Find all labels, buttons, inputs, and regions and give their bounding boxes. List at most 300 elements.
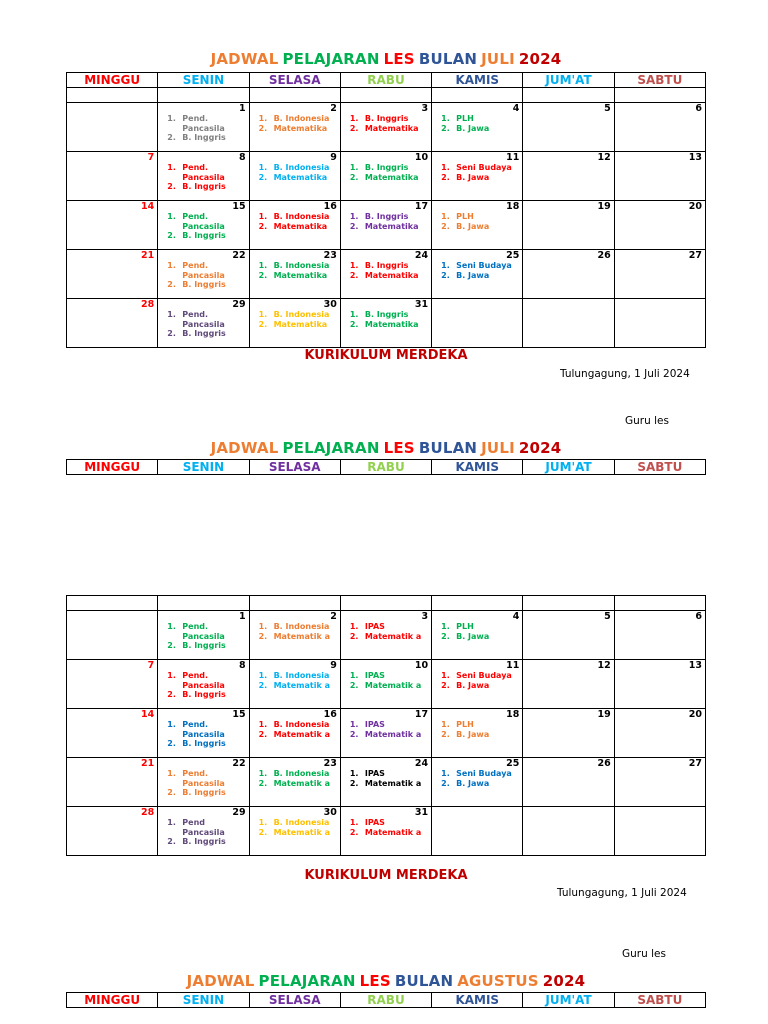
day-cell <box>340 758 431 807</box>
subject-item: 1. Pend. Pancasila <box>167 720 225 739</box>
day-number: 15 <box>232 709 246 720</box>
day-cell <box>67 201 158 250</box>
subject-item: 2. B. Inggris <box>167 231 226 241</box>
day-cell <box>340 709 431 758</box>
day-cell <box>249 611 340 660</box>
day-number: 4 <box>512 611 520 622</box>
day-header: RABU <box>340 460 431 475</box>
day-number: 14 <box>141 709 155 720</box>
day-number: 26 <box>597 758 611 769</box>
day-number: 19 <box>597 201 611 212</box>
day-cell <box>67 103 158 152</box>
subject-item: 2. B. Jawa <box>441 729 490 739</box>
subject-item: 2. Matematik a <box>258 729 330 739</box>
title-word: JADWAL <box>210 50 279 68</box>
day-number: 23 <box>323 758 337 769</box>
day-header: JUM'AT <box>523 993 614 1008</box>
day-cell <box>249 250 340 299</box>
day-number <box>432 299 522 310</box>
subject-list <box>341 671 431 690</box>
subject-list <box>341 212 431 231</box>
subject-item: 1. Pend. Pancasila <box>167 622 225 641</box>
day-header: SELASA <box>249 73 340 88</box>
subject-item: 2. B. Inggris <box>167 739 226 749</box>
day-number: 28 <box>141 807 155 818</box>
day-cell <box>249 201 340 250</box>
subject-list <box>158 818 248 847</box>
subject-item: 1. B. Inggris <box>349 163 409 172</box>
day-number: 15 <box>232 201 246 212</box>
day-cell <box>158 807 249 856</box>
day-cell <box>67 611 158 660</box>
subject-item: 2. B. Jawa <box>441 631 490 641</box>
day-number: 5 <box>604 611 611 622</box>
day-number: 2 <box>330 611 337 622</box>
subject-item: 2. B. Jawa <box>441 221 490 231</box>
day-number: 7 <box>147 152 155 163</box>
subject-list <box>432 769 522 788</box>
day-cell <box>523 201 614 250</box>
day-number: 2 <box>330 103 337 114</box>
day-header: MINGGU <box>67 993 158 1008</box>
subject-item: 2. Matematik a <box>258 680 330 690</box>
subject-item: 2. B. Jawa <box>441 172 490 182</box>
day-number <box>523 299 613 310</box>
schedule-table-juli-1 <box>66 72 706 348</box>
day-number: 21 <box>141 250 155 261</box>
subject-item: 2. Matematika <box>349 319 419 329</box>
day-cell <box>158 250 249 299</box>
day-number: 12 <box>597 152 611 163</box>
day-cell <box>523 660 614 709</box>
day-cell <box>249 758 340 807</box>
day-cell <box>249 807 340 856</box>
day-cell <box>523 758 614 807</box>
week-row <box>67 201 706 250</box>
day-header: SABTU <box>614 993 705 1008</box>
day-number: 24 <box>414 758 429 769</box>
subject-item: 1. PLH <box>441 622 474 631</box>
day-cell <box>249 660 340 709</box>
day-number: 26 <box>597 250 611 261</box>
subject-list <box>341 261 431 280</box>
day-number: 20 <box>688 709 702 720</box>
subject-item: 2. Matematika <box>258 172 328 182</box>
day-number: 5 <box>604 103 611 114</box>
day-header: KAMIS <box>432 460 523 475</box>
empty-cell <box>158 88 249 103</box>
subject-list <box>158 114 248 143</box>
day-number: 9 <box>330 152 337 163</box>
day-number: 22 <box>232 758 246 769</box>
subject-item: 2. Matematik a <box>349 631 422 641</box>
subject-item: 1. B. Indonesia <box>258 261 330 270</box>
schedule-header-agustus <box>66 992 706 1008</box>
week-row <box>67 611 706 660</box>
day-cell <box>614 758 705 807</box>
subject-list <box>432 212 522 231</box>
title-word: JULI <box>481 439 515 457</box>
subject-item: 2. Matematik a <box>258 827 330 837</box>
day-header: KAMIS <box>432 73 523 88</box>
subject-item: 1. B. Indonesia <box>258 114 330 123</box>
day-cell <box>249 709 340 758</box>
subject-item: 1. IPAS <box>349 769 385 778</box>
subject-item: 1. Pend. Pancasila <box>167 163 225 182</box>
day-number: 13 <box>688 660 702 671</box>
day-cell <box>158 709 249 758</box>
subject-item: 2. Matematik a <box>349 778 422 788</box>
day-number: 30 <box>323 299 337 310</box>
subject-item: 1. Seni Budaya <box>441 769 512 778</box>
day-number: 19 <box>597 709 611 720</box>
subject-item: 2. B. Jawa <box>441 270 490 280</box>
subject-item: 1. Pend. Pancasila <box>167 212 225 231</box>
week-row <box>67 709 706 758</box>
subject-list <box>250 622 340 641</box>
day-cell <box>614 709 705 758</box>
week-row <box>67 152 706 201</box>
day-number: 4 <box>512 103 520 114</box>
day-cell <box>432 250 523 299</box>
day-cell <box>340 152 431 201</box>
subject-item: 1. IPAS <box>349 818 385 827</box>
week-row <box>67 807 706 856</box>
day-cell <box>432 709 523 758</box>
subject-item: 1. Pend. Pancasila <box>167 261 225 280</box>
day-cell <box>432 152 523 201</box>
day-number: 16 <box>323 201 337 212</box>
title-word: JADWAL <box>186 972 255 990</box>
day-cell <box>249 152 340 201</box>
day-number: 10 <box>414 152 429 163</box>
subject-item: 2. B. Inggris <box>167 280 226 290</box>
title-word: BULAN <box>418 50 478 68</box>
subject-item: 1. Seni Budaya <box>441 261 512 270</box>
subject-list <box>432 622 522 641</box>
subject-item: 2. B. Jawa <box>441 123 490 133</box>
day-cell <box>340 611 431 660</box>
title-word: 2024 <box>542 972 586 990</box>
subject-item: 1. B. Indonesia <box>258 818 330 827</box>
subject-list <box>341 310 431 329</box>
day-header: SENIN <box>158 73 249 88</box>
day-cell <box>67 807 158 856</box>
day-cell <box>523 299 614 348</box>
subject-item: 1. B. Indonesia <box>258 163 330 172</box>
subject-item: 1. IPAS <box>349 622 385 631</box>
day-cell <box>523 709 614 758</box>
day-cell <box>614 299 705 348</box>
day-cell <box>432 660 523 709</box>
subject-list <box>341 622 431 641</box>
day-number: 10 <box>414 660 429 671</box>
day-cell <box>158 152 249 201</box>
week-row <box>67 299 706 348</box>
kurikulum-label: KURIKULUM MERDEKA <box>304 868 468 883</box>
kurikulum-label: KURIKULUM MERDEKA <box>304 348 468 363</box>
subject-list <box>158 622 248 651</box>
day-number: 17 <box>414 201 429 212</box>
empty-cell <box>432 88 523 103</box>
subject-item: 1. Pend. Pancasila <box>167 310 225 329</box>
day-number <box>67 611 157 622</box>
day-cell <box>340 807 431 856</box>
subject-item: 2. Matematika <box>258 221 328 231</box>
subject-list <box>158 720 248 749</box>
subject-item: 1. B. Inggris <box>349 212 409 221</box>
day-number: 1 <box>238 103 246 114</box>
day-number: 25 <box>506 250 520 261</box>
day-cell <box>158 103 249 152</box>
day-cell <box>523 611 614 660</box>
title-word: PELAJARAN <box>258 972 356 990</box>
day-header: SELASA <box>249 993 340 1008</box>
week-row <box>67 103 706 152</box>
empty-cell <box>67 88 158 103</box>
subject-item: 1. B. Inggris <box>349 114 409 123</box>
day-header: SENIN <box>158 993 249 1008</box>
title-word: JADWAL <box>210 439 279 457</box>
empty-cell <box>523 596 614 611</box>
day-cell <box>432 103 523 152</box>
page-title-juli-2 <box>66 439 706 457</box>
day-number: 9 <box>330 660 337 671</box>
day-number: 27 <box>688 758 702 769</box>
subject-list <box>158 769 248 798</box>
place-date: Tulungagung, 1 Juli 2024 <box>560 368 690 380</box>
schedule-table-juli-2 <box>66 595 706 856</box>
subject-item: 2. B. Inggris <box>167 182 226 192</box>
subject-list <box>250 114 340 133</box>
empty-cell <box>614 88 705 103</box>
day-number: 25 <box>506 758 520 769</box>
subject-list <box>432 671 522 690</box>
subject-item: 2. Matematika <box>349 221 419 231</box>
day-cell <box>158 611 249 660</box>
day-header: MINGGU <box>67 460 158 475</box>
subject-item: 1. Pend. Pancasila <box>167 671 225 690</box>
subject-item: 2. Matematika <box>349 123 419 133</box>
place-date: Tulungagung, 1 Juli 2024 <box>557 887 687 899</box>
day-number: 14 <box>141 201 155 212</box>
day-cell <box>158 201 249 250</box>
subject-list <box>341 769 431 788</box>
day-number: 23 <box>323 250 337 261</box>
day-number: 21 <box>141 758 155 769</box>
subject-item: 1. B. Indonesia <box>258 310 330 319</box>
empty-cell <box>67 596 158 611</box>
day-number: 29 <box>232 807 246 818</box>
subject-item: 2. Matematik a <box>349 827 422 837</box>
subject-item: 1. PLH <box>441 114 474 123</box>
subject-item: 2. Matematika <box>258 319 328 329</box>
subject-list <box>432 720 522 739</box>
subject-item: 1. IPAS <box>349 671 385 680</box>
day-number: 17 <box>414 709 429 720</box>
subject-list <box>432 114 522 133</box>
subject-item: 2. B. Inggris <box>167 837 226 847</box>
subject-item: 2. Matematika <box>258 270 328 280</box>
subject-list <box>158 163 248 192</box>
day-number: 3 <box>421 103 429 114</box>
day-cell <box>158 299 249 348</box>
day-cell <box>340 201 431 250</box>
title-word: LES <box>383 50 415 68</box>
subject-item: 1. Pend. Pancasila <box>167 114 225 133</box>
day-number <box>615 299 705 310</box>
subject-list <box>158 310 248 339</box>
day-cell <box>432 201 523 250</box>
day-number: 29 <box>232 299 246 310</box>
day-number <box>67 103 157 114</box>
subject-item: 1. B. Indonesia <box>258 622 330 631</box>
day-number: 24 <box>414 250 429 261</box>
day-cell <box>67 250 158 299</box>
subject-item: 1. B. Indonesia <box>258 671 330 680</box>
empty-cell <box>523 88 614 103</box>
day-number: 27 <box>688 250 702 261</box>
day-cell <box>523 103 614 152</box>
day-cell <box>67 299 158 348</box>
subject-item: 2. Matematika <box>349 270 419 280</box>
empty-cell <box>614 596 705 611</box>
subject-list <box>250 769 340 788</box>
day-header: SENIN <box>158 460 249 475</box>
day-number: 28 <box>141 299 155 310</box>
subject-item: 1. Pend Pancasila <box>167 818 225 837</box>
empty-cell <box>158 596 249 611</box>
day-cell <box>340 660 431 709</box>
subject-item: 2. Matematik a <box>258 778 330 788</box>
day-number: 18 <box>506 709 520 720</box>
subject-list <box>432 163 522 182</box>
day-number <box>432 807 522 818</box>
week-row <box>67 250 706 299</box>
subject-item: 2. Matematika <box>349 172 419 182</box>
title-word: 2024 <box>518 50 562 68</box>
day-number: 7 <box>147 660 155 671</box>
day-header: MINGGU <box>67 73 158 88</box>
empty-cell <box>432 596 523 611</box>
subject-list <box>250 671 340 690</box>
schedule-header-juli-2 <box>66 459 706 475</box>
day-number: 1 <box>238 611 246 622</box>
subject-item: 2. B. Jawa <box>441 680 490 690</box>
subject-item: 2. Matematika <box>258 123 328 133</box>
subject-list <box>341 818 431 837</box>
day-number: 8 <box>238 152 246 163</box>
subject-item: 2. Matematik a <box>349 729 422 739</box>
title-word: BULAN <box>418 439 478 457</box>
day-cell <box>340 103 431 152</box>
empty-cell <box>249 596 340 611</box>
day-number: 22 <box>232 250 246 261</box>
week-row <box>67 758 706 807</box>
day-cell <box>340 250 431 299</box>
day-cell <box>614 250 705 299</box>
day-number: 18 <box>506 201 520 212</box>
subject-item: 1. B. Indonesia <box>258 212 330 221</box>
subject-list <box>341 163 431 182</box>
subject-item: 2. B. Inggris <box>167 690 226 700</box>
day-cell <box>158 660 249 709</box>
title-word: AGUSTUS <box>457 972 539 990</box>
subject-list <box>250 818 340 837</box>
day-cell <box>432 299 523 348</box>
day-number: 6 <box>695 611 702 622</box>
page-title-juli-1 <box>66 50 706 68</box>
subject-item: 1. Pend. Pancasila <box>167 769 225 788</box>
subject-list <box>250 261 340 280</box>
day-cell <box>67 758 158 807</box>
day-cell <box>614 611 705 660</box>
title-word: LES <box>359 972 391 990</box>
day-number: 31 <box>414 299 429 310</box>
day-cell <box>614 152 705 201</box>
subject-list <box>250 720 340 739</box>
subject-item: 1. IPAS <box>349 720 385 729</box>
title-word: PELAJARAN <box>282 50 380 68</box>
title-word: LES <box>383 439 415 457</box>
subject-list <box>432 261 522 280</box>
day-number: 12 <box>597 660 611 671</box>
subject-item: 1. B. Inggris <box>349 261 409 270</box>
day-number <box>523 807 613 818</box>
empty-cell <box>340 596 431 611</box>
day-cell <box>67 660 158 709</box>
subject-item: 2. B. Inggris <box>167 329 226 339</box>
day-number: 20 <box>688 201 702 212</box>
day-number: 3 <box>421 611 429 622</box>
subject-list <box>341 720 431 739</box>
day-cell <box>432 807 523 856</box>
day-cell <box>158 758 249 807</box>
subject-item: 2. Matematik a <box>349 680 422 690</box>
day-cell <box>614 201 705 250</box>
day-number: 16 <box>323 709 337 720</box>
subject-item: 1. B. Indonesia <box>258 769 330 778</box>
day-number: 31 <box>414 807 429 818</box>
day-number <box>615 807 705 818</box>
subject-list <box>250 212 340 231</box>
day-cell <box>614 807 705 856</box>
day-cell <box>432 611 523 660</box>
day-cell <box>523 152 614 201</box>
title-word: 2024 <box>518 439 562 457</box>
day-cell <box>249 103 340 152</box>
empty-cell <box>340 88 431 103</box>
subject-item: 1. Seni Budaya <box>441 163 512 172</box>
day-cell <box>67 152 158 201</box>
signature-label: Guru les <box>622 948 666 960</box>
subject-list <box>158 212 248 241</box>
subject-item: 2. B. Inggris <box>167 133 226 143</box>
subject-item: 1. Seni Budaya <box>441 671 512 680</box>
subject-item: 1. B. Inggris <box>349 310 409 319</box>
day-number: 8 <box>238 660 246 671</box>
subject-item: 2. B. Inggris <box>167 641 226 651</box>
title-word: JULI <box>481 50 515 68</box>
day-cell <box>432 758 523 807</box>
day-header: JUM'AT <box>523 73 614 88</box>
subject-item: 1. PLH <box>441 720 474 729</box>
subject-list <box>341 114 431 133</box>
subject-item: 2. Matematik a <box>258 631 330 641</box>
day-header: KAMIS <box>432 993 523 1008</box>
day-number: 30 <box>323 807 337 818</box>
subject-list <box>250 310 340 329</box>
